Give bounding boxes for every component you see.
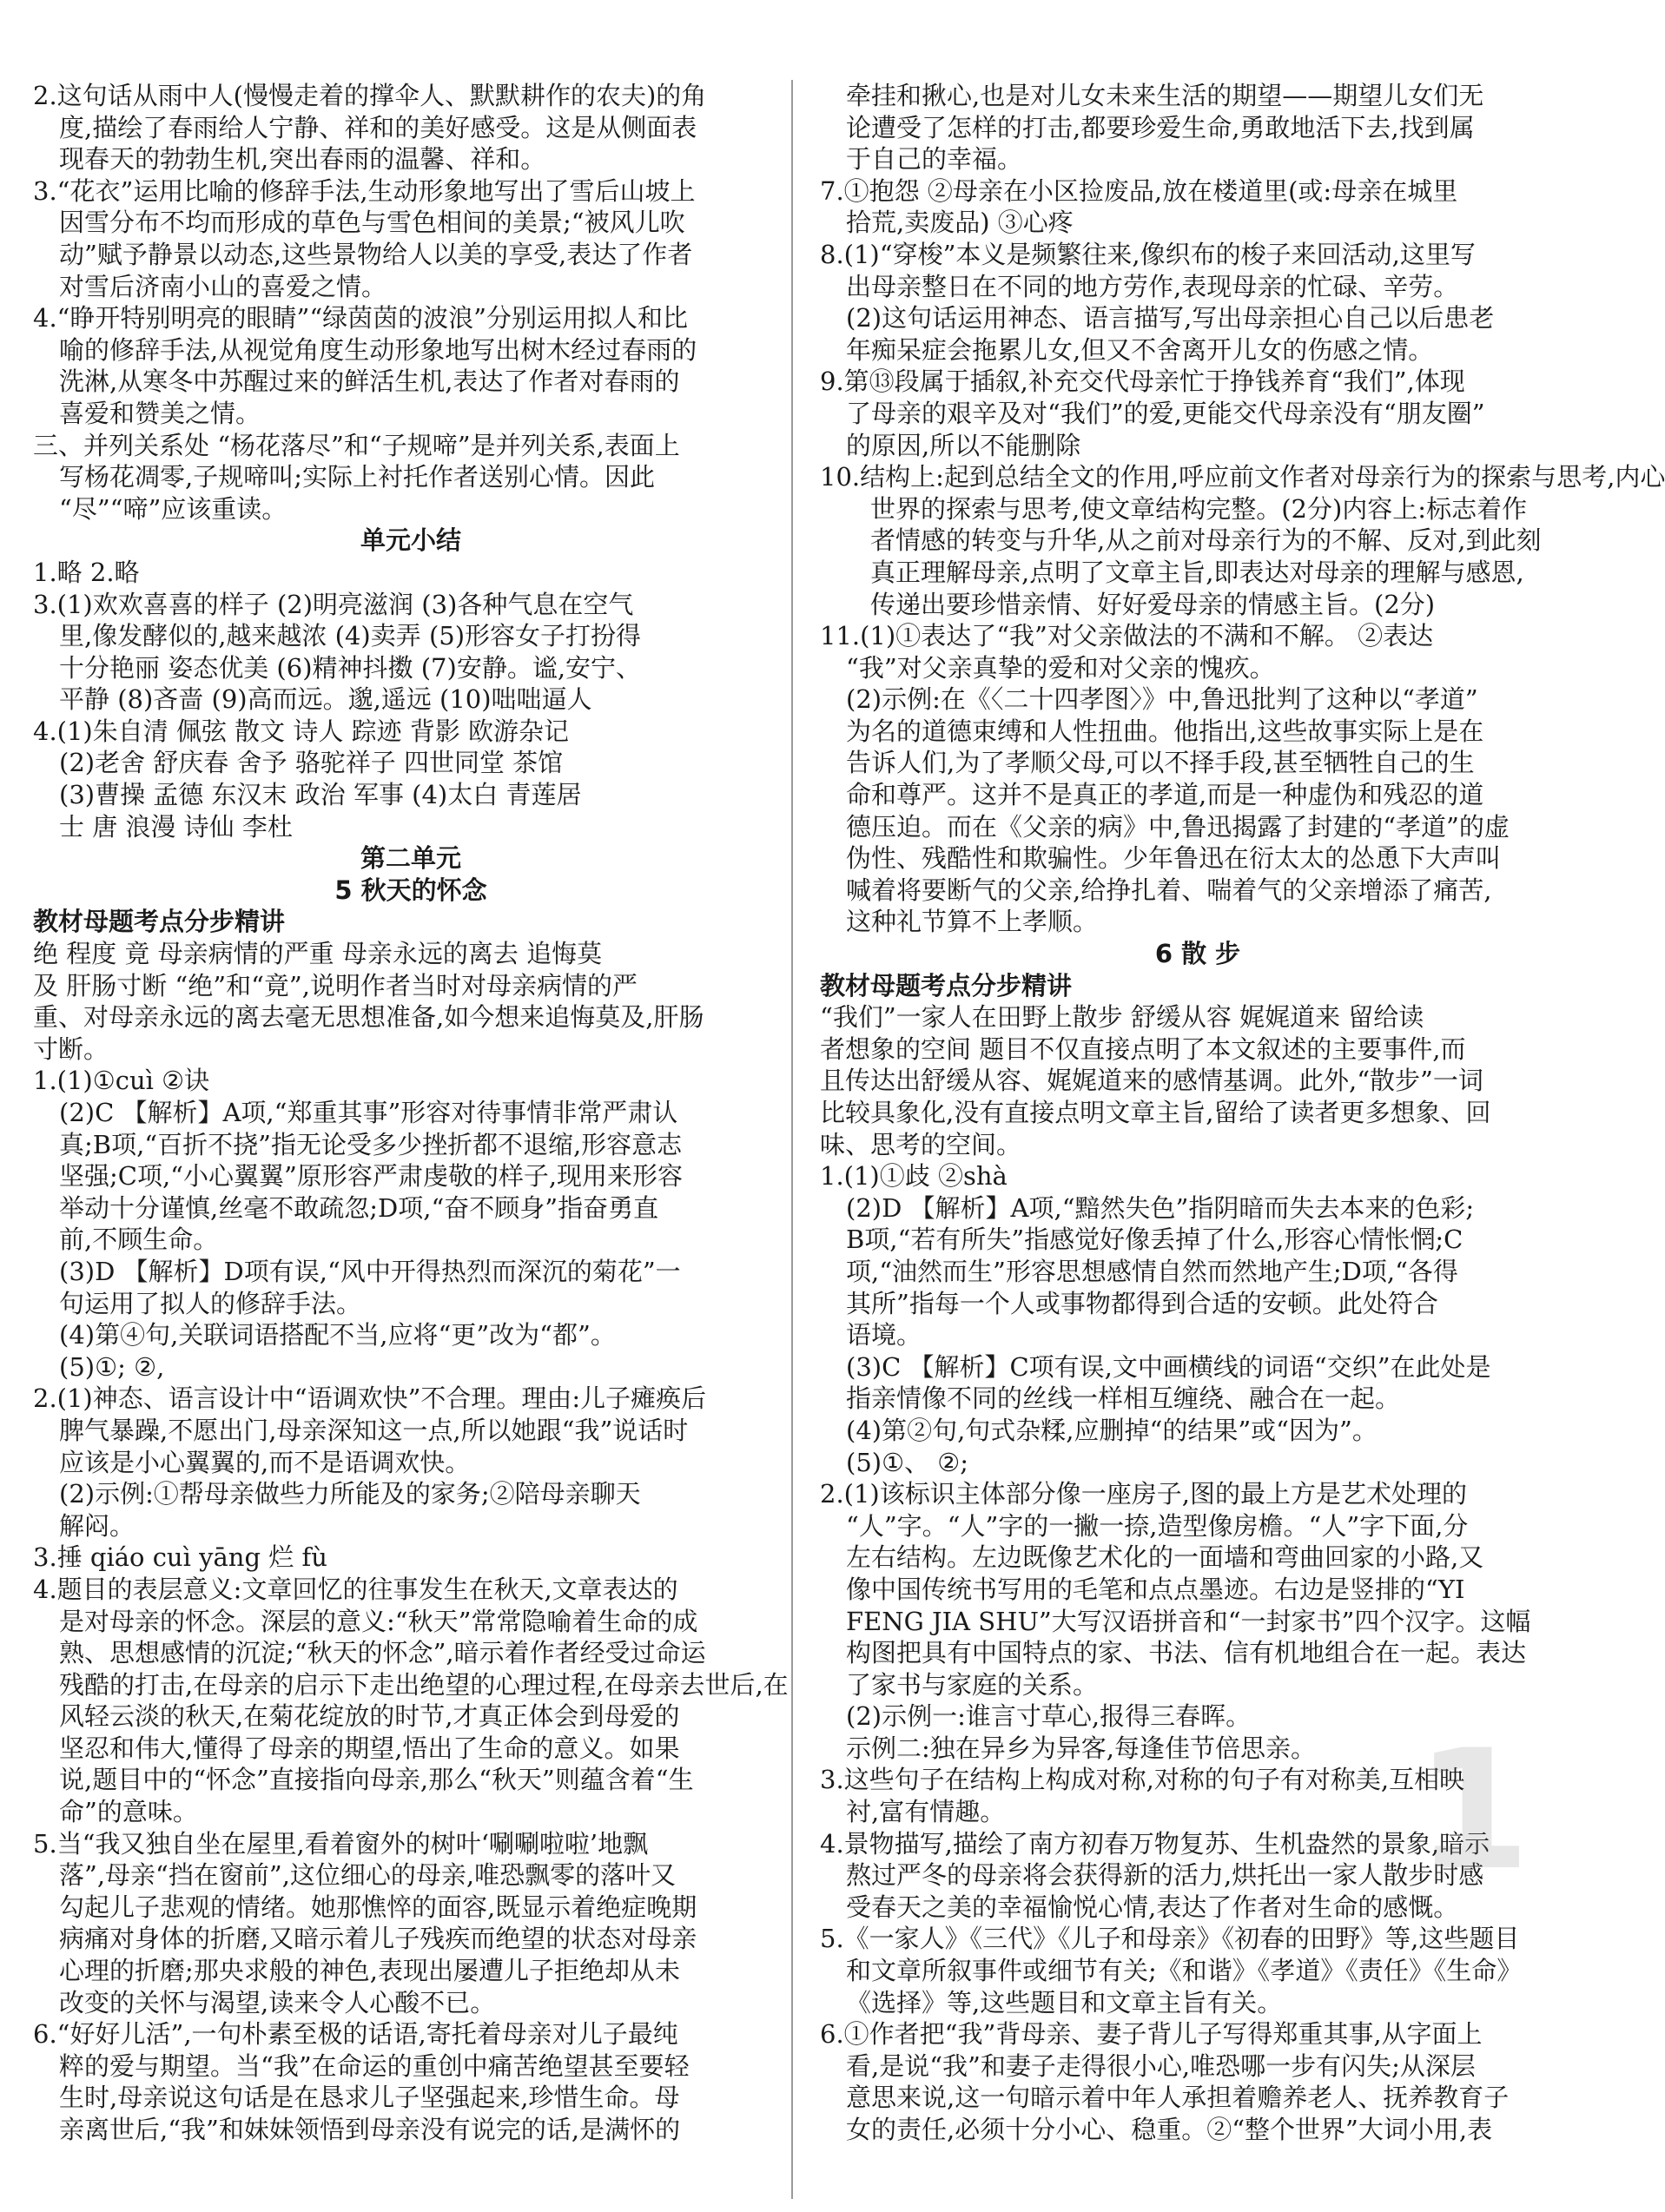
text-line: (3)曹操 孟德 东汉末 政治 军事 (4)太白 青莲居	[59, 780, 582, 810]
text-line: 风轻云淡的秋天,在菊花绽放的时节,才真正体会到母爱的	[59, 1701, 680, 1732]
text-line: 前,不顾生命。	[59, 1225, 219, 1255]
text-line: 改变的关怀与渴望,读来令人心酸不已。	[59, 1987, 496, 2017]
text-line: 应该是小心翼翼的,而不是语调欢快。	[59, 1447, 471, 1477]
text-line: 传递出要珍惜亲情、好好爱母亲的情感主旨。(2分)	[870, 589, 1436, 619]
text-line: 4.“睁开特别明亮的眼睛”“绿茵茵的波浪”分别运用拟人和比	[33, 303, 688, 333]
text-line: (2)这句话运用神态、语言描写,写出母亲担心自己以后患老	[846, 303, 1495, 333]
text-line: 6.“好好儿活”,一句朴素至极的话语,寄托着母亲对儿子最纯	[33, 2019, 678, 2050]
text-line: (3)C 【解析】C项有误,文中画横线的词语“交织”在此处是	[846, 1351, 1491, 1382]
text-line: 洗淋,从寒冬中苏醒过来的鲜活生机,表达了作者对春雨的	[59, 366, 680, 397]
text-line: 是对母亲的怀念。深层的意义:“秋天”常常隐喻着生命的成	[59, 1606, 698, 1636]
text-line: FENG JIA SHU”大写汉语拼音和“一封家书”四个汉字。这幅	[846, 1606, 1531, 1636]
text-line: 11.(1)①表达了“我”对父亲做法的不满和不解。 ②表达	[820, 621, 1434, 651]
text-line: 伪性、残酷性和欺骗性。少年鲁迅在衍太太的怂恿下大声叫	[846, 843, 1502, 874]
section-heading: 第二单元	[360, 843, 461, 874]
text-line: 9.第⑬段属于插叙,补充交代母亲忙于挣钱养育“我们”,体现	[820, 366, 1465, 397]
text-line: (4)第④句,关联词语搭配不当,应将“更”改为“都”。	[59, 1320, 616, 1350]
text-line: 了母亲的艰辛及对“我们”的爱,更能交代母亲没有“朋友圈”	[846, 398, 1485, 428]
text-line: 熟、思想感情的沉淀;“秋天的怀念”,暗示着作者经受过命运	[59, 1638, 706, 1668]
text-line: 味、思考的空间。	[820, 1129, 1022, 1159]
text-line: (3)D 【解析】D项有误,“风中开得热烈而深沉的菊花”一	[59, 1256, 681, 1286]
text-line: 4.(1)朱自清 佩弦 散文 诗人 踪迹 背影 欧游杂记	[33, 716, 570, 746]
text-line: 7.①抱怨 ②母亲在小区捡废品,放在楼道里(或:母亲在城里	[820, 175, 1458, 206]
text-line: 和文章所叙事件或细节有关;《和谐》《孝道》《责任》《生命》	[846, 1956, 1523, 1986]
text-line: 举动十分谨慎,丝毫不敢疏忽;D项,“奋不顾身”指奋勇直	[59, 1192, 659, 1223]
text-line: (5)①; ②,	[59, 1351, 165, 1382]
text-line: 1.(1)①cuì ②诀	[33, 1066, 210, 1096]
text-line: 动”赋予静景以动态,这些景物给人以美的享受,表达了作者	[59, 239, 693, 269]
text-line: 命和尊严。这并不是真正的孝道,而是一种虚伪和残忍的道	[846, 780, 1484, 810]
text-line: 2.(1)该标识主体部分像一座房子,图的最上方是艺术处理的	[820, 1479, 1467, 1509]
text-line: 度,描绘了春雨给人宁静、祥和的美好感受。这是从侧面表	[59, 112, 697, 142]
text-line: (2)老舍 舒庆春 舍予 骆驼祥子 四世同堂 茶馆	[59, 748, 564, 778]
text-line: 且传达出舒缓从容、娓娓道来的感情基调。此外,“散步”一词	[820, 1066, 1483, 1096]
page-number-watermark: 1	[1415, 1714, 1530, 1906]
text-line: 重、对母亲永远的离去毫无思想准备,如今想来追悔莫及,肝肠	[33, 1002, 704, 1033]
text-line: 喜爱和赞美之情。	[59, 398, 261, 428]
text-line: 坚强;C项,“小心翼翼”原形容严肃虔敬的样子,现用来形容	[59, 1161, 684, 1192]
text-line: 说,题目中的“怀念”直接指向母亲,那么“秋天”则蕴含着“生	[59, 1765, 694, 1795]
text-line: (2)示例:①帮母亲做些力所能及的家务;②陪母亲聊天	[59, 1479, 641, 1509]
text-line: “尽”“啼”应该重读。	[59, 493, 287, 524]
text-line: 8.(1)“穿梭”本义是频繁往来,像织布的梭子来回活动,这里写	[820, 239, 1476, 269]
text-line: “人”字。“人”字的一撇一捺,造型像房檐。“人”字下面,分	[846, 1510, 1469, 1541]
text-line: 平静 (8)吝啬 (9)高而远。邈,遥远 (10)咄咄逼人	[59, 684, 592, 715]
text-line: 寸断。	[33, 1033, 109, 1064]
text-line: 告诉人们,为了孝顺父母,可以不择手段,甚至牺牲自己的生	[846, 748, 1475, 778]
text-line: 指亲情像不同的丝线一样相互缠绕、融合在一起。	[846, 1383, 1401, 1414]
text-line: 落”,母亲“挡在窗前”,这位细心的母亲,唯恐飘零的落叶又	[59, 1860, 677, 1891]
text-line: 3.“花衣”运用比喻的修辞手法,生动形象地写出了雪后山坡上	[33, 175, 696, 206]
text-line: 衬,富有情趣。	[846, 1797, 1006, 1827]
text-line: 句运用了拟人的修辞手法。	[59, 1288, 362, 1318]
text-line: “我们”一家人在田野上散步 舒缓从容 娓娓道来 留给读	[820, 1002, 1424, 1033]
section-heading: 单元小结	[360, 525, 461, 556]
text-line: 这种礼节算不上孝顺。	[846, 907, 1099, 937]
text-line: 5.《一家人》《三代》《儿子和母亲》《初春的田野》等,这些题目	[820, 1924, 1520, 1954]
text-line: 因雪分布不均而形成的草色与雪色相间的美景;“被风儿吹	[59, 208, 685, 238]
text-line: 受春天之美的幸福愉悦心情,表达了作者对生命的感慨。	[846, 1892, 1459, 1922]
text-line: (5)①、 ②;	[846, 1447, 969, 1477]
text-line: 示例二:独在异乡为异客,每逢佳节倍思亲。	[846, 1733, 1316, 1763]
text-line: (2)示例:在《〈二十四孝图〉》中,鲁迅批判了这种以“孝道”	[846, 684, 1478, 715]
text-line: 生时,母亲说这句话是在恳求儿子坚强起来,珍惜生命。母	[59, 2083, 680, 2113]
text-line: (2)D 【解析】A项,“黯然失色”指阴暗而失去本来的色彩;	[846, 1192, 1475, 1223]
section-heading: 6 散 步	[1154, 939, 1241, 969]
text-line: 看,是说“我”和妻子走得很小心,唯恐哪一步有闪失;从深层	[846, 2050, 1476, 2081]
text-line: 德压迫。而在《父亲的病》中,鲁迅揭露了封建的“孝道”的虚	[846, 811, 1510, 842]
text-line: 勾起儿子悲观的情绪。她那憔悴的面容,既显示着绝症晚期	[59, 1892, 697, 1922]
text-line: 亲离世后,“我”和妹妹领悟到母亲没有说完的话,是满怀的	[59, 2115, 681, 2144]
text-line: 命”的意味。	[59, 1797, 198, 1827]
text-line: 绝 程度 竟 母亲病情的严重 母亲永远的离去 追悔莫	[33, 939, 603, 969]
text-line: 者想象的空间 题目不仅直接点明了本文叙述的主要事件,而	[820, 1033, 1466, 1064]
text-line: 坚忍和伟大,懂得了母亲的期望,悟出了生命的意义。如果	[59, 1733, 680, 1763]
text-line: 4.景物描写,描绘了南方初春万物复苏、生机盎然的景象,暗示	[820, 1828, 1490, 1859]
text-line: 左右结构。左边既像艺术化的一面墙和弯曲回家的小路,又	[846, 1542, 1484, 1573]
text-line: (2)C 【解析】A项,“郑重其事”形容对待事情非常严肃认	[59, 1098, 678, 1127]
text-line: 年痴呆症会拖累儿女,但又不舍离开儿女的伤感之情。	[846, 334, 1434, 365]
text-line: 比较具象化,没有直接点明文章主旨,留给了读者更多想象、回	[820, 1098, 1491, 1127]
text-line: 世界的探索与思考,使文章结构完整。(2分)内容上:标志着作	[870, 493, 1528, 524]
text-line: 4.题目的表层意义:文章回忆的往事发生在秋天,文章表达的	[33, 1574, 678, 1604]
text-line: B项,“若有所失”指感觉好像丢掉了什么,形容心情怅惘;C	[846, 1225, 1463, 1255]
text-line: 2.这句话从雨中人(慢慢走着的撑伞人、默默耕作的农夫)的角	[33, 81, 707, 110]
text-line: 熬过严冬的母亲将会获得新的活力,烘托出一家人散步时感	[846, 1860, 1484, 1891]
text-line: 论遭受了怎样的打击,都要珍爱生命,勇敢地活下去,找到属	[846, 112, 1475, 142]
subsection-heading: 教材母题考点分步精讲	[33, 907, 286, 937]
text-line: (2)示例一:谁言寸草心,报得三春晖。	[846, 1701, 1252, 1732]
text-line: 构图把具有中国特点的家、书法、信有机地组合在一起。表达	[846, 1638, 1527, 1668]
column-divider	[791, 80, 793, 2199]
text-line: 喊着将要断气的父亲,给挣扎着、喘着气的父亲增添了痛苦,	[846, 875, 1492, 905]
text-line: 了家书与家庭的关系。	[846, 1669, 1099, 1700]
text-line: “我”对父亲真挚的爱和对父亲的愧疚。	[846, 652, 1275, 683]
text-line: 3.捶 qiáo cuì yāng 烂 fù	[33, 1542, 327, 1573]
text-line: 其所”指每一个人或事物都得到合适的安顿。此处符合	[846, 1288, 1438, 1318]
text-line: 1.略 2.略	[33, 557, 140, 587]
text-line: 的原因,所以不能删除	[846, 430, 1081, 460]
text-line: 者情感的转变与升华,从之前对母亲行为的不解、反对,到此刻	[870, 525, 1542, 556]
text-line: 士 唐 浪漫 诗仙 李杜	[59, 811, 293, 842]
text-line: (4)第②句,句式杂糅,应删掉“的结果”或“因为”。	[846, 1415, 1378, 1445]
text-line: 喻的修辞手法,从视觉角度生动形象地写出树木经过春雨的	[59, 334, 697, 365]
text-line: 解闷。	[59, 1510, 135, 1541]
text-line: 三、并列关系处 “杨花落尽”和“子规啼”是并列关系,表面上	[33, 430, 680, 460]
section-heading: 5 秋天的怀念	[334, 875, 487, 905]
text-line: 项,“油然而生”形容思想感情自然而然地产生;D项,“各得	[846, 1256, 1458, 1286]
left-column	[33, 80, 789, 2146]
right-column	[820, 80, 1665, 2146]
text-line: 6.①作者把“我”背母亲、妻子背儿子写得郑重其事,从字面上	[820, 2019, 1483, 2050]
text-line: 意思来说,这一句暗示着中年人承担着赡养老人、抚养教育子	[846, 2083, 1510, 2113]
text-line: 里,像发酵似的,越来越浓 (4)卖弄 (5)形容女子打扮得	[59, 621, 642, 651]
text-line: 1.(1)①歧 ②shà	[820, 1161, 1008, 1192]
text-line: 于自己的幸福。	[846, 144, 1023, 175]
text-line: 病痛对身体的折磨,又暗示着儿子残疾而绝望的状态对母亲	[59, 1924, 697, 1954]
text-line: 3.这些句子在结构上构成对称,对称的句子有对称美,互相映	[820, 1765, 1465, 1795]
subsection-heading: 教材母题考点分步精讲	[820, 970, 1073, 1000]
text-line: 《选择》等,这些题目和文章主旨有关。	[846, 1987, 1283, 2017]
text-line: 3.(1)欢欢喜喜的样子 (2)明亮滋润 (3)各种气息在空气	[33, 589, 634, 619]
text-line: 真;B项,“百折不挠”指无论受多少挫折都不退缩,形容意志	[59, 1129, 683, 1159]
text-line: 对雪后济南小山的喜爱之情。	[59, 271, 387, 301]
text-line: 脾气暴躁,不愿出门,母亲深知这一点,所以她跟“我”说话时	[59, 1415, 689, 1445]
text-line: 残酷的打击,在母亲的启示下走出绝望的心理过程,在母亲去世后,在	[59, 1669, 789, 1700]
text-line: 5.当“我又独自坐在屋里,看着窗外的树叶‘唰唰啦啦’地飘	[33, 1828, 649, 1859]
text-line: 真正理解母亲,点明了文章主旨,即表达对母亲的理解与感恩,	[870, 557, 1524, 587]
text-line: 现春天的勃勃生机,突出春雨的温馨、祥和。	[59, 144, 546, 175]
text-line: 心理的折磨;那央求般的神色,表现出屡遭儿子拒绝却从未	[59, 1956, 680, 1986]
text-line: 牵挂和揪心,也是对儿女未来生活的期望——期望儿女们无	[846, 81, 1484, 110]
text-line: 粹的爱与期望。当“我”在命运的重创中痛苦绝望甚至要轻	[59, 2050, 690, 2081]
text-line: 10.结构上:起到总结全文的作用,呼应前文作者对母亲行为的探索与思考,内心	[820, 462, 1665, 492]
text-line: 写杨花凋零,子规啼叫;实际上衬托作者送别心情。因此	[59, 462, 655, 492]
text-line: 十分艳丽 姿态优美 (6)精神抖擞 (7)安静。谧,安宁、	[59, 652, 642, 683]
text-line: 女的责任,必须十分小心、稳重。②“整个世界”大词小用,表	[846, 2115, 1493, 2144]
text-line: 像中国传统书写用的毛笔和点点墨迹。右边是竖排的“YI	[846, 1574, 1465, 1604]
text-line: 语境。	[846, 1320, 922, 1350]
text-line: 2.(1)神态、语言设计中“语调欢快”不合理。理由:儿子瘫痪后	[33, 1383, 707, 1414]
text-line: 为名的道德束缚和人性扭曲。他指出,这些故事实际上是在	[846, 716, 1484, 746]
text-line: 出母亲整日在不同的地方劳作,表现母亲的忙碌、辛劳。	[846, 271, 1459, 301]
text-line: 拾荒,卖废品) ③心疼	[846, 208, 1074, 238]
text-line: 及 肝肠寸断 “绝”和“竟”,说明作者当时对母亲病情的严	[33, 970, 638, 1000]
